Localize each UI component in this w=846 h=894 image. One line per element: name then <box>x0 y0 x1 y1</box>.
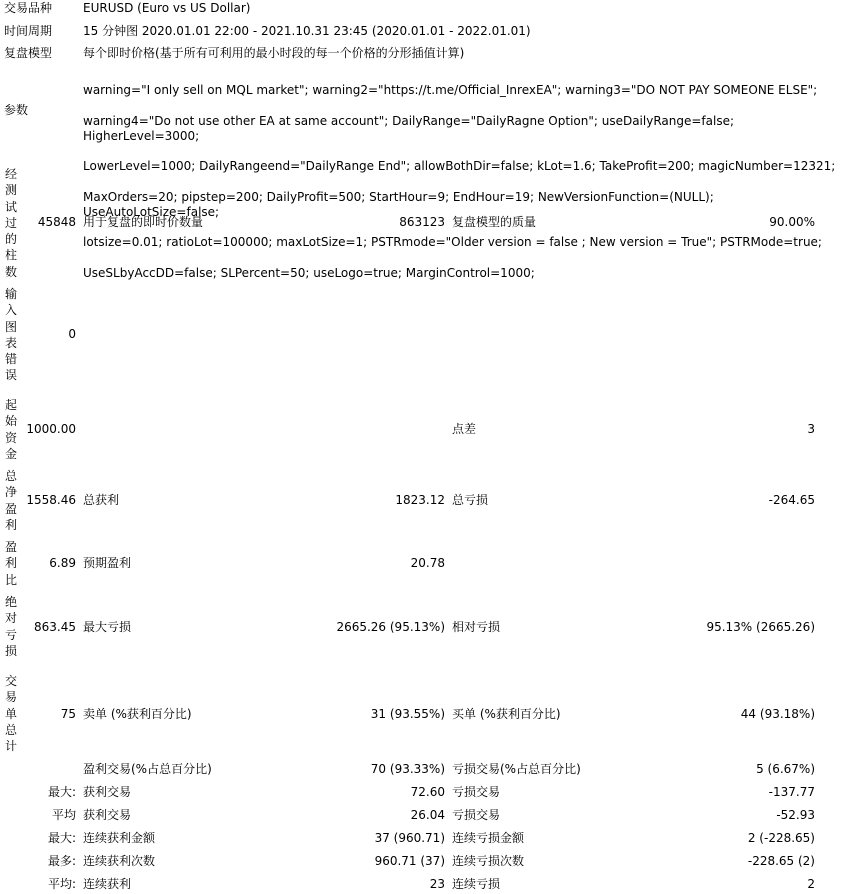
net-profit-label: 总净盈利 <box>4 469 17 532</box>
bars-tested-label: 经测试过的柱数 <box>4 167 17 279</box>
absolute-drawdown-value: 863.45 <box>34 620 76 634</box>
loss-trades-value: 5 (6.67%) <box>756 762 815 776</box>
summary-label-2: 亏损交易 <box>452 808 501 822</box>
bars-tested-value: 45848 <box>37 215 76 229</box>
total-trades-value: 75 <box>60 707 76 721</box>
gross-profit-value: 1823.12 <box>395 493 445 507</box>
period-label: 时间周期 <box>4 24 53 38</box>
expected-payoff-label: 预期盈利 <box>83 556 132 570</box>
model-quality-label: 复盘模型的质量 <box>452 215 537 229</box>
gross-loss-label: 总亏损 <box>452 493 489 507</box>
summary-label-2: 连续亏损金额 <box>452 831 525 845</box>
short-positions-label: 卖单 (%获利百分比) <box>83 707 192 721</box>
net-profit-value: 1558.46 <box>26 493 76 507</box>
ticks-value: 863123 <box>399 215 445 229</box>
symbol-value: EURUSD (Euro vs US Dollar) <box>83 1 251 15</box>
relative-drawdown-label: 相对亏损 <box>452 620 501 634</box>
total-trades-label: 交易单总计 <box>4 674 17 754</box>
spread-value: 3 <box>807 422 815 436</box>
expected-payoff-value: 20.78 <box>410 556 445 570</box>
summary-value-2: -228.65 (2) <box>747 854 815 868</box>
summary-value-1: 26.04 <box>410 808 445 822</box>
params-line: MaxOrders=20; pipstep=200; DailyProfit=500; StartHour=9; EndHour=19; NewVersionFunction=(NULL); UseAutoLotSize=false; <box>83 189 714 219</box>
summary-value-1: 37 (960.71) <box>374 831 445 845</box>
chart-errors-label: 输入图表错误 <box>4 287 17 383</box>
summary-label-1: 获利交易 <box>83 808 132 822</box>
summary-label-1: 连续获利金额 <box>83 831 156 845</box>
params-label: 参数 <box>4 103 29 117</box>
summary-side-label: 最多: <box>47 854 76 868</box>
long-positions-value: 44 (93.18%) <box>740 707 815 721</box>
model-quality-value: 90.00% <box>769 215 815 229</box>
summary-value-2: 2 (-228.65) <box>747 831 815 845</box>
ticks-label: 用于复盘的即时价数量 <box>83 215 204 229</box>
initial-deposit-label: 起始资金 <box>4 398 17 461</box>
params-line: UseSLbyAccDD=false; SLPercent=50; useLogo=true; MarginControl=1000; <box>83 265 535 280</box>
long-positions-label: 买单 (%获利百分比) <box>452 707 561 721</box>
summary-label-2: 连续亏损次数 <box>452 854 525 868</box>
absolute-drawdown-label: 绝对亏损 <box>4 595 17 658</box>
gross-profit-label: 总获利 <box>83 493 120 507</box>
params-line: warning4="Do not use other EA at same account"; DailyRange="DailyRagne Option"; useDailyRange=false; HigherLevel=3000; <box>83 113 735 143</box>
summary-value-1: 23 <box>429 877 445 891</box>
summary-side-label: 最大: <box>47 831 76 845</box>
profit-trades-value: 70 (93.33%) <box>370 762 445 776</box>
summary-label-2: 亏损交易 <box>452 785 501 799</box>
summary-value-2: 2 <box>807 877 815 891</box>
params-line: lotsize=0.01; ratioLot=100000; maxLotSize=1; PSTRmode="Older version = false ; New version = True"; PSTRMode=true; <box>83 235 822 250</box>
symbol-label: 交易品种 <box>4 1 53 15</box>
summary-value-2: -52.93 <box>776 808 815 822</box>
relative-drawdown-value: 95.13% (2665.26) <box>706 620 815 634</box>
profit-factor-value: 6.89 <box>49 556 76 570</box>
summary-value-2: -137.77 <box>768 785 815 799</box>
model-label: 复盘模型 <box>4 46 53 60</box>
summary-side-label: 平均: <box>47 877 76 891</box>
summary-label-1: 连续获利 <box>83 877 132 891</box>
summary-value-1: 72.60 <box>410 785 445 799</box>
summary-label-2: 连续亏损 <box>452 877 501 891</box>
params-line: warning="I only sell on MQL market"; warning2="https://t.me/Official_InrexEA"; warning3="DO NOT PAY SOMEONE ELSE"; <box>83 83 818 98</box>
summary-side-label: 平均 <box>51 808 76 822</box>
summary-side-label: 最大: <box>47 785 76 799</box>
initial-deposit-value: 1000.00 <box>26 422 76 436</box>
short-positions-value: 31 (93.55%) <box>370 707 445 721</box>
gross-loss-value: -264.65 <box>768 493 815 507</box>
summary-value-1: 960.71 (37) <box>374 854 445 868</box>
max-drawdown-label: 最大亏损 <box>83 620 132 634</box>
model-value: 每个即时价格(基于所有可利用的最小时段的每一个价格的分形插值计算) <box>83 46 465 60</box>
summary-label-1: 连续获利次数 <box>83 854 156 868</box>
max-drawdown-value: 2665.26 (95.13%) <box>336 620 445 634</box>
params-line: LowerLevel=1000; DailyRangeend="DailyRange End"; allowBothDir=false; kLot=1.6; TakeProfit=200; magicNumber=12321; <box>83 159 836 174</box>
loss-trades-label: 亏损交易(%占总百分比) <box>452 762 581 776</box>
summary-label-1: 获利交易 <box>83 785 132 799</box>
chart-errors-value: 0 <box>68 327 76 341</box>
params-value <box>83 68 843 296</box>
period-value: 15 分钟图 2020.01.01 22:00 - 2021.10.31 23:45 (2020.01.01 - 2022.01.01) <box>83 24 531 38</box>
profit-factor-label: 盈利比 <box>4 540 17 587</box>
profit-trades-label: 盈利交易(%占总百分比) <box>83 762 212 776</box>
spread-label: 点差 <box>452 422 477 436</box>
